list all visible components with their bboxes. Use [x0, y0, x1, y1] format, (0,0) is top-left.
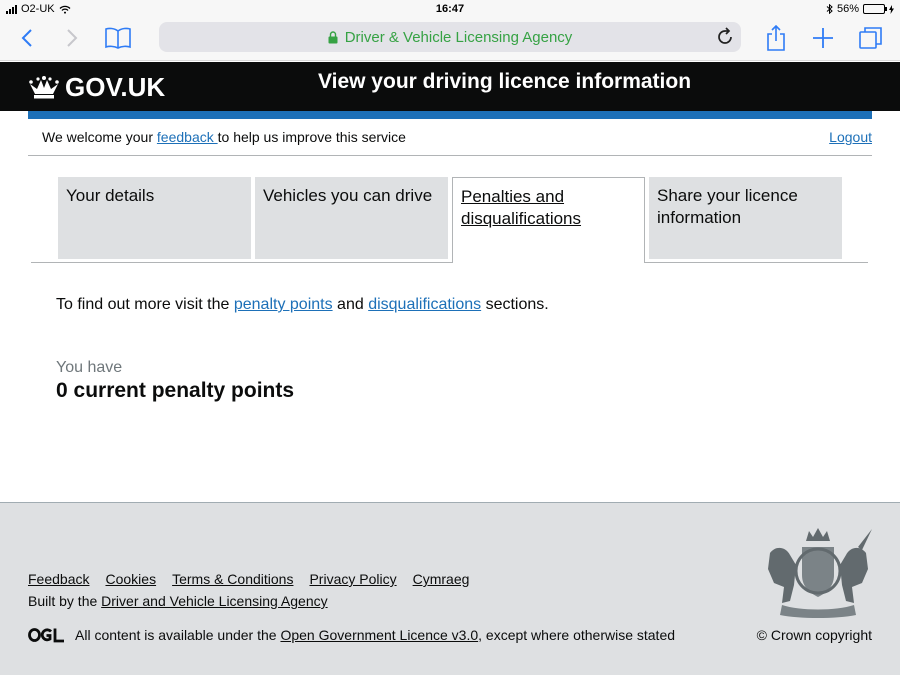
- footer-link-terms[interactable]: Terms & Conditions: [172, 571, 294, 587]
- tab-label: Vehicles you can drive: [263, 186, 433, 205]
- built-by-prefix: Built by the: [28, 593, 102, 609]
- footer-link-cymraeg[interactable]: Cymraeg: [412, 571, 470, 587]
- govuk-header: [0, 62, 900, 111]
- feedback-banner: [28, 119, 872, 156]
- footer-link-feedback[interactable]: Feedback: [28, 571, 90, 587]
- footer-link-cookies[interactable]: Cookies: [105, 571, 157, 587]
- licence-text: [75, 627, 675, 643]
- bookmarks-icon[interactable]: [104, 24, 132, 52]
- tab-label: Your details: [66, 186, 155, 205]
- feedback-prefix: We welcome your: [42, 129, 157, 145]
- back-icon[interactable]: [13, 24, 41, 52]
- status-bar: [0, 0, 900, 18]
- footer-link-privacy[interactable]: Privacy Policy: [309, 571, 397, 587]
- browser-toolbar: [0, 18, 900, 61]
- footer: [0, 502, 900, 675]
- licence-tabs: [31, 177, 868, 263]
- licence-prefix: All content is available under the: [75, 627, 281, 643]
- licence-suffix: , except where otherwise stated: [478, 627, 676, 643]
- tab-label: Penalties and disqualifications: [461, 187, 582, 228]
- tabs-baseline: [31, 262, 868, 263]
- ogl-link[interactable]: Open Government Licence v3.0: [280, 627, 479, 643]
- new-tab-icon[interactable]: [809, 24, 837, 52]
- carrier-name: O2-UK: [21, 3, 55, 15]
- penalties-panel: [56, 296, 856, 402]
- feedback-link[interactable]: feedback: [156, 129, 218, 145]
- intro-suffix: sections.: [481, 296, 549, 313]
- built-by: [28, 593, 328, 609]
- dvla-link[interactable]: Driver and Vehicle Licensing Agency: [101, 593, 328, 609]
- tab-penalties-selected[interactable]: [452, 177, 645, 263]
- tabs-overview-icon[interactable]: [857, 24, 885, 52]
- charging-icon: [889, 5, 894, 14]
- intro-and: and: [332, 296, 369, 313]
- feedback-message: [42, 129, 406, 145]
- share-icon[interactable]: [762, 24, 790, 52]
- service-name[interactable]: View your driving licence information: [318, 70, 692, 93]
- status-right: [826, 3, 894, 15]
- header-blue-strip: [28, 111, 872, 119]
- crown-copyright[interactable]: © Crown copyright: [756, 627, 872, 643]
- you-have-label: You have: [56, 359, 123, 376]
- feedback-suffix: to help us improve this service: [217, 129, 406, 145]
- battery-icon: [863, 4, 885, 14]
- intro-prefix: To find out more visit the: [56, 296, 234, 313]
- disqualifications-link[interactable]: disqualifications: [368, 296, 482, 313]
- forward-icon[interactable]: [58, 24, 86, 52]
- govuk-logo-text: GOV.UK: [65, 72, 166, 102]
- ogl-logo-icon: [28, 627, 65, 643]
- clock: 16:47: [435, 3, 465, 15]
- govuk-logo[interactable]: [28, 72, 165, 103]
- reload-icon[interactable]: [715, 27, 735, 47]
- lock-icon: [328, 31, 338, 44]
- address-bar[interactable]: [159, 22, 741, 52]
- royal-coat-of-arms-icon: [762, 525, 874, 619]
- site-title: Driver & Vehicle Licensing Agency: [344, 28, 573, 46]
- licence-row: [28, 627, 675, 643]
- tab-label: Share your licence information: [657, 186, 798, 227]
- penalty-points-count: 0 current penalty points: [56, 379, 295, 402]
- penalty-points-link[interactable]: penalty points: [233, 296, 333, 313]
- bluetooth-icon: [826, 4, 833, 14]
- battery-percent: 56%: [836, 3, 859, 15]
- crown-icon: [28, 75, 60, 100]
- intro-text: [56, 296, 856, 314]
- footer-links: [28, 571, 469, 587]
- tab-your-details[interactable]: [58, 177, 251, 259]
- logout-link[interactable]: Logout: [829, 129, 872, 145]
- tab-vehicles[interactable]: [255, 177, 448, 259]
- tab-share-licence[interactable]: [649, 177, 842, 259]
